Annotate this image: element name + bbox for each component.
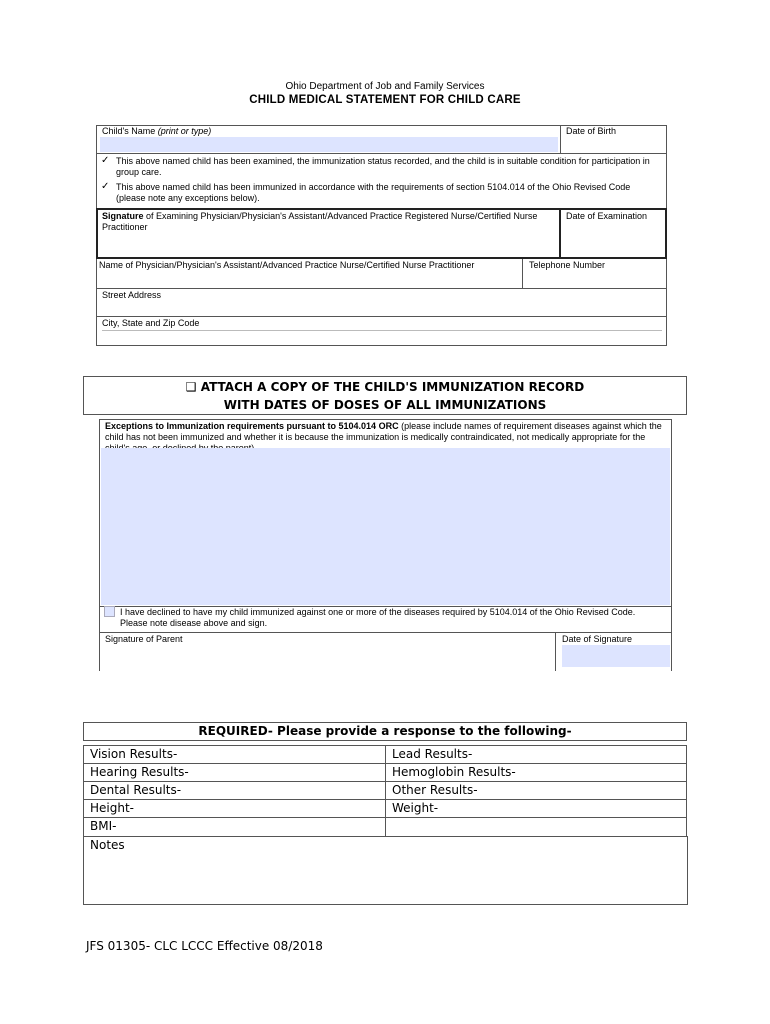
table-row-left[interactable]: Hearing Results-	[90, 765, 189, 779]
city-label: City, State and Zip Code	[102, 318, 200, 328]
table-row-right[interactable]: Weight-	[392, 801, 439, 815]
physician-name-label: Name of Physician/Physician's Assistant/Advanced Practice Nurse/Certified Nurse Practitioner	[99, 260, 475, 270]
attach-line2: WITH DATES OF DOSES OF ALL IMMUNIZATIONS	[223, 398, 547, 412]
notes-box[interactable]	[83, 836, 688, 905]
table-row-left[interactable]: BMI-	[90, 819, 117, 833]
date-exam-field[interactable]	[564, 224, 664, 256]
table-row-left[interactable]: Height-	[90, 801, 134, 815]
declined-statement: I have declined to have my child immunized against one or more of the diseases required by 5104.014 of the Ohio Revised Code. Please note disease above and sign.	[120, 607, 636, 628]
date-exam-label: Date of Examination	[566, 211, 648, 221]
table-row-right[interactable]: Lead Results-	[392, 747, 473, 761]
attach-line1: ❑ ATTACH A COPY OF THE CHILD'S IMMUNIZATION RECORD	[185, 380, 585, 394]
street-field[interactable]	[100, 302, 663, 315]
physician-signature-field[interactable]	[100, 233, 555, 255]
dob-field[interactable]	[562, 137, 665, 152]
statement-examined: This above named child has been examined, the immunization status recorded, and the child is in suitable condition for participation in group care.	[116, 156, 650, 177]
date-signature-label: Date of Signature	[562, 634, 633, 644]
form-title: CHILD MEDICAL STATEMENT FOR CHILD CARE	[249, 94, 521, 106]
check-mark-icon: ✓	[101, 181, 110, 192]
exceptions-label: Exceptions to Immunization requirements pursuant to 5104.014 ORC (please include names of requirement diseases against which the child has not been immunized and whether it is because the immunization is medically contraindicated, not medically appropriate for the	[105, 421, 662, 442]
city-field[interactable]	[102, 330, 662, 343]
table-row-right[interactable]: Other Results-	[392, 783, 478, 797]
parent-signature-label: Signature of Parent	[105, 634, 183, 644]
street-label: Street Address	[102, 290, 162, 300]
date-signature-field[interactable]	[562, 645, 670, 667]
exceptions-text-area[interactable]	[101, 448, 670, 605]
notes-label: Notes	[90, 838, 125, 852]
statement-immunized: This above named child has been immunized in accordance with the requirements of section 5104.014 of the Ohio Revised Code (please note any exceptions below).	[116, 182, 631, 203]
table-row-left[interactable]: Vision Results-	[90, 747, 178, 761]
phone-field[interactable]	[526, 272, 664, 286]
parent-signature-field[interactable]	[103, 647, 551, 667]
childs-name-field[interactable]	[100, 137, 558, 152]
physician-name-field[interactable]	[100, 272, 518, 286]
childs-name-label: Child's Name (print or type)	[102, 126, 212, 136]
table-row-right[interactable]: Hemoglobin Results-	[392, 765, 516, 779]
declined-checkbox[interactable]	[104, 606, 115, 617]
table-row-left[interactable]: Dental Results-	[90, 783, 182, 797]
physician-signature-label: Signature of Examining Physician/Physician's Assistant/Advanced Practice Registered Nurse/Certified Nurse Practitioner	[102, 211, 538, 232]
dob-label: Date of Birth	[566, 126, 617, 136]
agency-name: Ohio Department of Job and Family Services	[285, 81, 485, 92]
form-id-footer: JFS 01305- CLC LCCC Effective 08/2018	[86, 939, 323, 953]
required-header: REQUIRED- Please provide a response to the following-	[198, 724, 572, 738]
checkbox-icon[interactable]: ❑	[185, 380, 197, 394]
phone-label: Telephone Number	[529, 260, 606, 270]
check-mark-icon: ✓	[101, 155, 110, 166]
